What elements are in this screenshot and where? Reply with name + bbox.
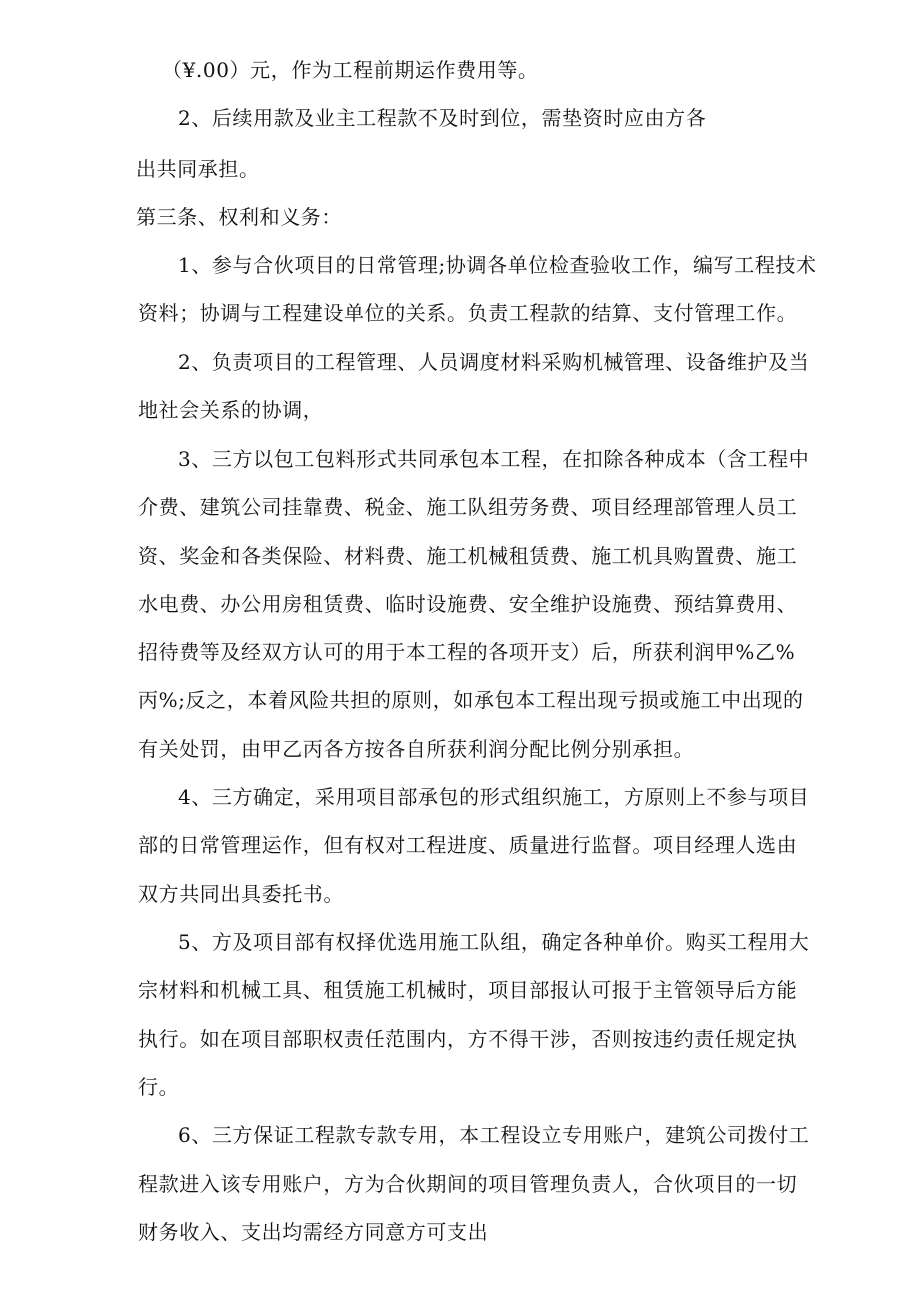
text-line-10: 介费、建筑公司挂靠费、税金、施工队组劳务费、项目经理部管理人员工 <box>138 495 798 519</box>
text-line-3: 出共同承担。 <box>136 157 260 181</box>
text-line-9: 3、三方以包工包料形式共同承包本工程，在扣除各种成本（含工程中 <box>178 447 810 471</box>
text-line-20: 宗材料和机械工具、租赁施工机械时，项目部报认可报于主管领导后方能 <box>138 978 798 1002</box>
text-line-22: 行。 <box>138 1075 180 1099</box>
text-line-17: 部的日常管理运作，但有权对工程进度、质量进行监督。项目经理人选由 <box>138 833 798 857</box>
text-line-14: 丙%;反之，本着风险共担的原则，如承包本工程出现亏损或施工中出现的 <box>138 688 804 712</box>
text-line-2: 2、后续用款及业主工程款不及时到位，需垫资时应由方各 <box>178 106 707 130</box>
text-line-18: 双方共同出具委托书。 <box>138 882 344 906</box>
text-line-24: 程款进入该专用账户，方为合伙期间的项目管理负责人，合伙项目的一切 <box>138 1172 798 1196</box>
text-line-7: 2、负责项目的工程管理、人员调度材料采购机械管理、设备维护及当 <box>178 350 810 374</box>
section-heading: 第三条、权利和义务： <box>136 205 342 229</box>
text-line-23: 6、三方保证工程款专款专用，本工程设立专用账户，建筑公司拨付工 <box>178 1123 810 1147</box>
text-line-16: 4、三方确定，采用项目部承包的形式组织施工，方原则上不参与项目 <box>178 785 810 809</box>
text-line-5: 1、参与合伙项目的日常管理;协调各单位检查验收工作，编写工程技术 <box>178 253 817 277</box>
text-line-19: 5、方及项目部有权择优选用施工队组，确定各种单价。购买工程用大 <box>178 930 810 954</box>
text-line-6: 资料；协调与工程建设单位的关系。负责工程款的结算、支付管理工作。 <box>138 301 798 325</box>
text-line-21: 执行。如在项目部职权责任范围内，方不得干涉，否则按违约责任规定执 <box>138 1027 798 1051</box>
text-line-12: 水电费、办公用房租赁费、临时设施费、安全维护设施费、预结算费用、 <box>138 592 798 616</box>
text-line-11: 资、奖金和各类保险、材料费、施工机械租赁费、施工机具购置费、施工 <box>138 544 798 568</box>
text-line-25: 财务收入、支出均需经方同意方可支出 <box>138 1220 489 1244</box>
text-line-8: 地社会关系的协调， <box>138 398 324 422</box>
text-line-13: 招待费等及经双方认可的用于本工程的各项开支）后，所获利润甲%乙% <box>138 640 796 664</box>
text-line-15: 有关处罚，由甲乙丙各方按各自所获利润分配比例分别承担。 <box>138 737 695 761</box>
text-line-1: （¥.00）元，作为工程前期运作费用等。 <box>162 58 539 82</box>
